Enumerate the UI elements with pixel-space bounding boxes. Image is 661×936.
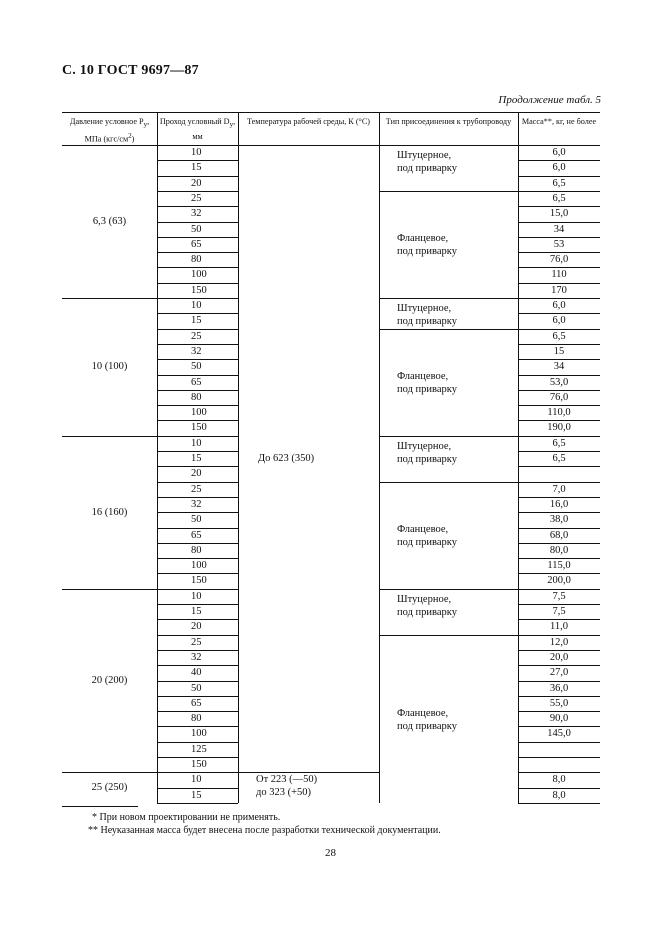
connection-rule bbox=[379, 482, 518, 483]
page-header: С. 10 ГОСТ 9697—87 bbox=[62, 63, 199, 78]
mass-cell: 76,0 bbox=[549, 391, 569, 403]
connection-rule bbox=[379, 635, 518, 636]
mass-cell: 7,0 bbox=[552, 483, 566, 495]
mass-cell: 15,0 bbox=[549, 208, 569, 220]
mass-cell: 68,0 bbox=[549, 529, 569, 541]
mass-cell: 7,5 bbox=[552, 590, 566, 602]
nominal-diameter-cell: 25 bbox=[191, 636, 202, 648]
temperature-cell: До 623 (350) bbox=[258, 453, 315, 465]
row-rule bbox=[518, 803, 600, 804]
mass-cell: 6,5 bbox=[552, 453, 566, 464]
nominal-diameter-cell: 15 bbox=[191, 789, 202, 801]
nominal-diameter-cell: 65 bbox=[191, 238, 202, 250]
mass-cell: 90,0 bbox=[549, 713, 569, 725]
mass-cell: 7,5 bbox=[552, 606, 566, 617]
nominal-diameter-cell: 25 bbox=[191, 330, 202, 342]
footnote-2: ** Неуказанная масса будет внесена после разработки технической документации. bbox=[88, 825, 441, 836]
connection-flange-cell: Фланцевое, под приварку bbox=[397, 233, 457, 258]
mass-cell: 6,5 bbox=[552, 437, 566, 449]
mass-cell: 38,0 bbox=[549, 514, 569, 526]
footnote-rule bbox=[62, 806, 138, 807]
nominal-diameter-cell: 125 bbox=[191, 743, 207, 755]
column-divider bbox=[157, 145, 158, 803]
nominal-diameter-cell: 150 bbox=[191, 759, 207, 770]
mass-cell: 8,0 bbox=[552, 774, 566, 786]
mass-cell: 34 bbox=[553, 361, 565, 373]
nominal-diameter-cell: 80 bbox=[191, 254, 202, 266]
table-continuation-note: Продолжение табл. 5 bbox=[498, 94, 601, 106]
mass-cell: 145,0 bbox=[547, 728, 571, 740]
nominal-diameter-cell: 50 bbox=[191, 682, 202, 694]
nominal-diameter-cell: 80 bbox=[191, 391, 202, 403]
pressure-cell: 16 (160) bbox=[91, 506, 128, 518]
nominal-diameter-cell: 10 bbox=[191, 774, 202, 786]
column-divider bbox=[379, 145, 380, 803]
nominal-diameter-cell: 150 bbox=[191, 284, 207, 296]
mass-cell: 53 bbox=[553, 238, 565, 250]
nominal-diameter-cell: 32 bbox=[191, 651, 202, 663]
mass-cell: 53,0 bbox=[549, 376, 569, 388]
row-rule bbox=[157, 803, 238, 804]
mass-cell: 20,0 bbox=[549, 651, 569, 663]
column-header: Масса**, кг, не более bbox=[521, 117, 597, 126]
mass-cell: 170 bbox=[551, 284, 567, 296]
nominal-diameter-cell: 25 bbox=[191, 483, 202, 495]
nominal-diameter-cell: 10 bbox=[191, 590, 202, 602]
nominal-diameter-cell: 15 bbox=[191, 606, 202, 617]
nominal-diameter-cell: 65 bbox=[191, 697, 202, 709]
mass-cell: 110 bbox=[551, 269, 567, 281]
mass-cell bbox=[519, 742, 599, 757]
mass-cell: 27,0 bbox=[549, 667, 569, 679]
column-header: Температура рабочей среды, К (°С) bbox=[246, 117, 371, 126]
nominal-diameter-cell: 10 bbox=[191, 437, 202, 449]
nominal-diameter-cell: 80 bbox=[191, 713, 202, 725]
nominal-diameter-cell: 50 bbox=[191, 514, 202, 526]
nominal-diameter-cell: 32 bbox=[191, 208, 202, 220]
nominal-diameter-cell: 15 bbox=[191, 315, 202, 327]
nominal-diameter-cell: 100 bbox=[191, 560, 207, 572]
connection-union-cell: Штуцерное, под приварку bbox=[397, 150, 457, 174]
header-column-divider bbox=[518, 112, 519, 145]
header-column-divider bbox=[379, 112, 380, 145]
column-divider bbox=[518, 145, 519, 803]
mass-cell bbox=[519, 757, 599, 772]
nominal-diameter-cell: 100 bbox=[191, 728, 207, 740]
connection-rule bbox=[379, 329, 518, 330]
connection-union-cell: Штуцерное, под приварку bbox=[397, 440, 457, 465]
mass-cell: 6,5 bbox=[552, 192, 566, 204]
nominal-diameter-cell: 50 bbox=[191, 361, 202, 373]
pressure-cell: 10 (100) bbox=[91, 361, 128, 373]
connection-rule bbox=[379, 589, 518, 590]
nominal-diameter-cell: 150 bbox=[191, 575, 207, 587]
page-number: 28 bbox=[325, 847, 336, 859]
connection-flange-cell: Фланцевое, под приварку bbox=[397, 371, 457, 396]
mass-cell: 6,5 bbox=[552, 330, 566, 342]
nominal-diameter-cell: 150 bbox=[191, 422, 207, 434]
header-column-divider bbox=[238, 112, 239, 145]
temperature-cell-last: От 223 (—50) до 323 (+50) bbox=[256, 774, 318, 799]
connection-rule bbox=[379, 298, 518, 299]
column-header: Давление условное $P_у$, МПа $(кгс/см^2)$ bbox=[69, 117, 150, 144]
pressure-cell: 6,3 (63) bbox=[92, 216, 127, 227]
mass-cell: 190,0 bbox=[547, 422, 571, 434]
mass-cell: 76,0 bbox=[549, 254, 569, 266]
connection-flange-cell: Фланцевое, под приварку bbox=[397, 707, 457, 732]
mass-cell: 12,0 bbox=[549, 636, 569, 648]
nominal-diameter-cell: 65 bbox=[191, 529, 202, 541]
nominal-diameter-cell: 10 bbox=[191, 300, 202, 311]
mass-cell: 8,0 bbox=[552, 789, 566, 801]
mass-cell: 34 bbox=[553, 223, 565, 235]
mass-cell: 36,0 bbox=[549, 682, 569, 694]
pressure-cell: 20 (200) bbox=[91, 674, 128, 686]
mass-cell: 6,5 bbox=[552, 177, 566, 189]
mass-cell: 16,0 bbox=[549, 498, 569, 510]
nominal-diameter-cell: 40 bbox=[191, 667, 202, 679]
connection-union-cell: Штуцерное, под приварку bbox=[397, 303, 457, 327]
nominal-diameter-cell: 25 bbox=[191, 192, 202, 204]
nominal-diameter-cell: 50 bbox=[191, 223, 202, 235]
nominal-diameter-cell: 80 bbox=[191, 544, 202, 556]
mass-cell: 200,0 bbox=[547, 575, 571, 587]
mass-cell: 6,0 bbox=[552, 315, 566, 327]
nominal-diameter-cell: 100 bbox=[191, 269, 207, 281]
header-column-divider bbox=[157, 112, 158, 145]
footnote-1: * При новом проектировании не применять. bbox=[92, 812, 281, 823]
nominal-diameter-cell: 32 bbox=[191, 345, 202, 357]
mass-cell: 6,0 bbox=[552, 147, 566, 158]
nominal-diameter-cell: 20 bbox=[191, 468, 202, 480]
data-table bbox=[62, 112, 600, 802]
mass-cell: 11,0 bbox=[550, 621, 568, 633]
mass-cell: 15 bbox=[553, 345, 565, 357]
mass-cell bbox=[519, 466, 599, 481]
mass-cell: 110,0 bbox=[547, 407, 571, 419]
nominal-diameter-cell: 15 bbox=[191, 453, 202, 464]
nominal-diameter-cell: 20 bbox=[191, 621, 202, 633]
mass-cell: 80,0 bbox=[549, 544, 569, 556]
pressure-cell: 25 (250) bbox=[91, 782, 128, 794]
nominal-diameter-cell: 20 bbox=[191, 177, 202, 189]
connection-flange-cell: Фланцевое, под приварку bbox=[397, 524, 457, 549]
connection-rule bbox=[379, 436, 518, 437]
connection-rule bbox=[379, 191, 518, 192]
nominal-diameter-cell: 65 bbox=[191, 376, 202, 388]
mass-cell: 115,0 bbox=[547, 560, 571, 572]
mass-cell: 6,0 bbox=[552, 300, 566, 311]
nominal-diameter-cell: 100 bbox=[191, 407, 207, 419]
nominal-diameter-cell: 15 bbox=[191, 162, 202, 174]
connection-union-cell: Штуцерное, под приварку bbox=[397, 593, 457, 618]
mass-cell: 6,0 bbox=[552, 162, 566, 174]
nominal-diameter-cell: 10 bbox=[191, 147, 202, 158]
column-header: Тип присоединения к трубопроводу bbox=[385, 117, 512, 126]
nominal-diameter-cell: 32 bbox=[191, 498, 202, 510]
column-header: Проход условный $D_у$, мм bbox=[159, 117, 236, 141]
mass-cell: 55,0 bbox=[549, 697, 569, 709]
